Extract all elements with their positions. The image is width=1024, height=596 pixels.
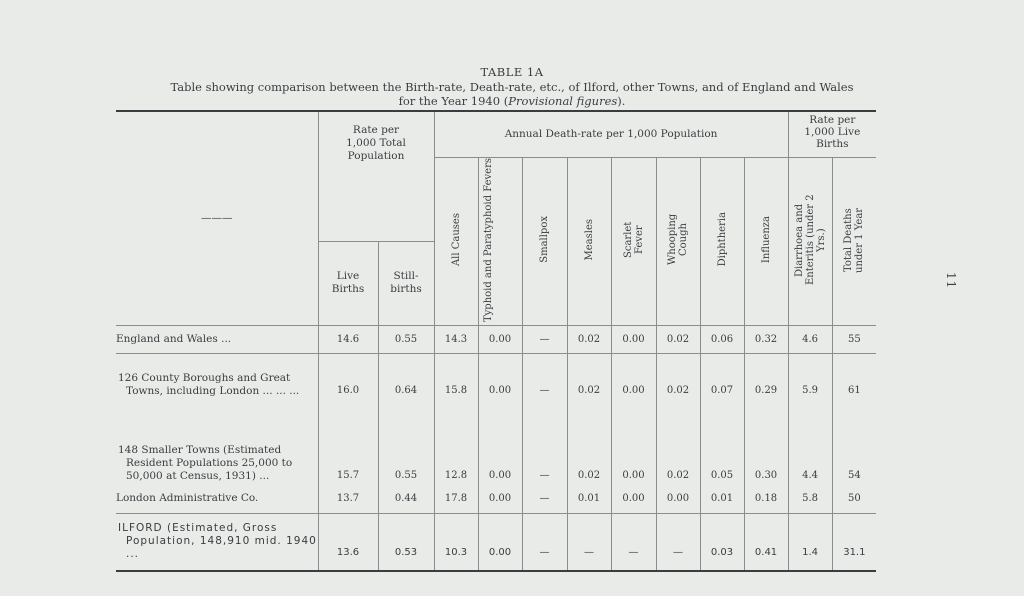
col-diphtheria — [700, 157, 744, 325]
cell: 10.3 — [434, 513, 478, 571]
caption-provisional: Provisional figures — [508, 94, 618, 108]
header-corner: ——— — [116, 111, 318, 325]
table-row — [116, 413, 876, 485]
cell: 0.02 — [656, 353, 700, 413]
cell: 5.8 — [788, 485, 832, 513]
cell: 54 — [832, 413, 876, 485]
cell: 4.6 — [788, 325, 832, 353]
cell: 0.00 — [478, 325, 522, 353]
table-row-ilford — [116, 513, 876, 571]
cell: 0.41 — [744, 513, 788, 571]
cell: 0.00 — [478, 513, 522, 571]
cell: 0.00 — [478, 353, 522, 413]
col-live-births-label: Live Births — [331, 270, 365, 296]
cell: 0.00 — [611, 353, 656, 413]
row-label: London Administrative Co. — [116, 492, 259, 505]
cell: 14.3 — [434, 325, 478, 353]
col-typhoid — [478, 157, 522, 325]
cell: — — [522, 325, 567, 353]
cell: 0.02 — [567, 325, 611, 353]
cell: 0.64 — [378, 353, 434, 413]
col-whooping — [656, 157, 700, 325]
col-scarlet-label: Scarlet Fever — [622, 221, 645, 258]
header-rate-live-text: Rate per 1,000 Live Births — [804, 114, 861, 150]
cell: 13.7 — [318, 485, 378, 513]
table-row — [116, 353, 876, 413]
table-title: TABLE 1A — [480, 65, 544, 79]
col-influenza — [744, 157, 788, 325]
cell: 0.00 — [656, 485, 700, 513]
col-scarlet — [611, 157, 656, 325]
col-whooping-label: Whooping Cough — [667, 213, 689, 265]
col-diarrhoea-label: Diarrhoea and Enteritis (under 2 Yrs.) — [793, 194, 827, 285]
row-label-text: 126 County Boroughs and Great Towns, including London ... ... ... — [118, 372, 300, 398]
col-diarrhoea — [788, 157, 832, 325]
header-rate-live — [788, 111, 876, 157]
row-label — [116, 353, 318, 413]
col-all-causes — [434, 157, 478, 325]
comparison-table — [116, 110, 876, 572]
cell: 0.18 — [744, 485, 788, 513]
col-influenza-label: Influenza — [760, 215, 772, 264]
cell: — — [522, 353, 567, 413]
page-number: 11 — [944, 272, 958, 290]
cell: 0.02 — [567, 413, 611, 485]
header-rate-total — [318, 111, 434, 241]
cell: 50 — [832, 485, 876, 513]
header-rate-total-text: Rate per 1,000 Total Population — [346, 124, 406, 162]
cell: 0.01 — [700, 485, 744, 513]
header-annual-death: Annual Death-rate per 1,000 Population — [434, 111, 788, 157]
cell: 0.00 — [478, 413, 522, 485]
row-label — [116, 413, 318, 485]
table-caption: Table showing comparison between the Birth-rate, Death-rate, etc., of Ilford, other Towns, and of England and Wales — [170, 80, 854, 94]
cell: 0.00 — [611, 325, 656, 353]
cell: 0.55 — [378, 413, 434, 485]
cell: 13.6 — [318, 513, 378, 571]
col-measles-label: Measles — [583, 218, 595, 261]
cell: — — [656, 513, 700, 571]
cell: 0.02 — [656, 325, 700, 353]
table-row — [116, 325, 876, 353]
cell: — — [522, 485, 567, 513]
cell: 0.00 — [611, 413, 656, 485]
cell: — — [522, 513, 567, 571]
col-total-deaths-label: Total Deaths under 1 Year — [843, 206, 866, 273]
cell: 0.55 — [378, 325, 434, 353]
col-smallpox — [522, 157, 567, 325]
caption-suffix: ). — [617, 94, 626, 108]
cell: 14.6 — [318, 325, 378, 353]
table-caption-year — [0, 94, 1024, 108]
cell: 0.02 — [656, 413, 700, 485]
col-total-deaths — [832, 157, 876, 325]
cell: 31.1 — [832, 513, 876, 571]
cell: 12.8 — [434, 413, 478, 485]
cell: 4.4 — [788, 413, 832, 485]
cell: — — [567, 513, 611, 571]
cell: 0.44 — [378, 485, 434, 513]
row-label-text: ILFORD (Estimated, Gross Population, 148,910 mid. 1940 ... — [118, 522, 317, 561]
col-still-births — [378, 241, 434, 325]
col-live-births — [318, 241, 378, 325]
cell: — — [611, 513, 656, 571]
cell: 0.00 — [611, 485, 656, 513]
col-all-causes-label: All Causes — [450, 212, 462, 267]
cell: 0.29 — [744, 353, 788, 413]
cell: — — [522, 413, 567, 485]
cell: 17.8 — [434, 485, 478, 513]
col-typhoid-label: Typhoid and Paratyphoid Fevers — [483, 157, 494, 322]
cell: 0.30 — [744, 413, 788, 485]
cell: 0.06 — [700, 325, 744, 353]
cell: 0.03 — [700, 513, 744, 571]
row-label: England and Wales ... — [116, 325, 318, 353]
cell: 0.32 — [744, 325, 788, 353]
cell: 61 — [832, 353, 876, 413]
cell: 15.8 — [434, 353, 478, 413]
col-smallpox-label: Smallpox — [539, 216, 550, 263]
cell: 5.9 — [788, 353, 832, 413]
row-label-text: 148 Smaller Towns (Estimated Resident Populations 25,000 to 50,000 at Census, 1931) ... — [118, 444, 293, 483]
table-row — [116, 485, 876, 513]
cell: 1.4 — [788, 513, 832, 571]
cell: 0.05 — [700, 413, 744, 485]
col-diphtheria-label: Diphtheria — [716, 212, 728, 267]
col-still-births-label: Still-births — [390, 270, 422, 296]
row-label — [116, 513, 318, 571]
col-measles — [567, 157, 611, 325]
caption-prefix: for the Year 1940 ( — [398, 94, 509, 108]
cell: 55 — [832, 325, 876, 353]
cell: 0.07 — [700, 353, 744, 413]
cell: 0.02 — [567, 353, 611, 413]
cell: 15.7 — [318, 413, 378, 485]
cell: 0.53 — [378, 513, 434, 571]
cell: 16.0 — [318, 353, 378, 413]
cell: 0.01 — [567, 485, 611, 513]
cell: 0.00 — [478, 485, 522, 513]
